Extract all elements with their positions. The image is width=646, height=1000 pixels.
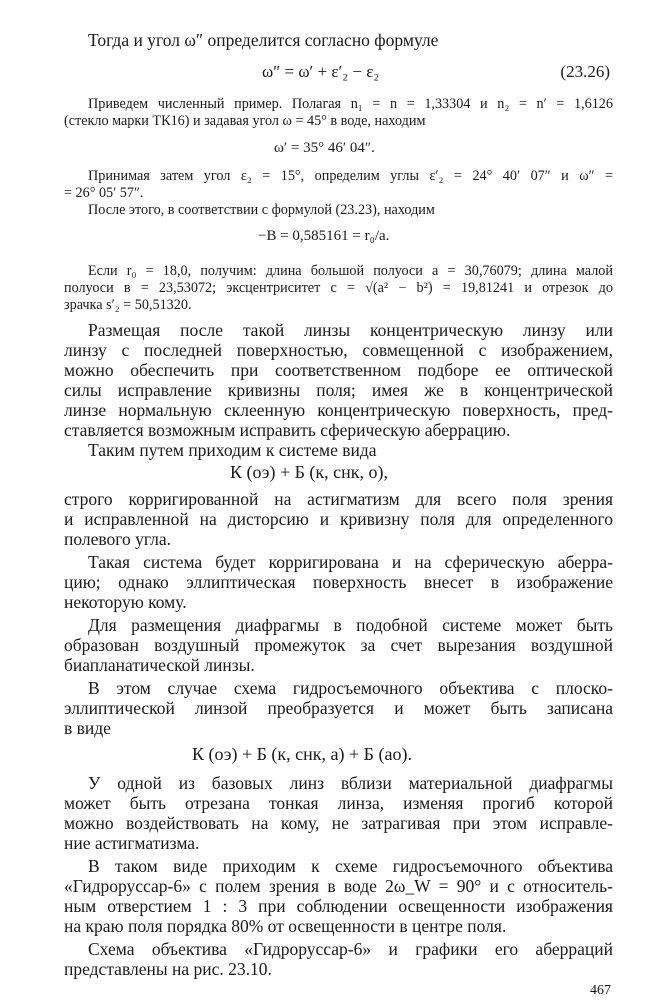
text-line: линзу с последней поверхностью, совмещенной с изображением, [64, 340, 613, 360]
equation-system-2: К (оэ) + Б (к, снк, а) + Б (ао). [192, 744, 412, 764]
text-line: «Гидроруссар-6» с полем зрения в воде 2ω_W = 90° и с относитель- [64, 876, 613, 896]
text-line: образован воздушный промежуток за счет вырезания воздушной [64, 635, 613, 655]
text-line: представлены на рис. 23.10. [64, 959, 272, 979]
text-line: можно воздействовать на кому, не затрагивая при этом исправле- [64, 813, 613, 833]
text-line: эллиптической линзой преобразуется и может быть записана [64, 698, 613, 718]
text-line: Схема объектива «Гидроруссар-6» и графики его аберраций [88, 939, 613, 959]
equation-system: К (оэ) + Б (к, снк, о), [230, 462, 389, 482]
text-line: В этом случае схема гидросъемочного объектива с плоско- [88, 678, 613, 698]
text-line: Принимая затем угол ε₂ = 15°, определим углы ε′₂ = 24° 40′ 07″ и ω″ = [88, 168, 613, 184]
text-line: на краю поля порядка 80% от освещенности в центре поля. [64, 916, 507, 936]
text-line: Приведем численный пример. Полагая n₁ = n = 1,33304 и n₂ = n′ = 1,6126 [88, 96, 613, 112]
text-line: линзе нормальную склеенную концентрическую поверхность, пред- [64, 400, 613, 420]
text-line: После этого, в соответствии с формулой (23.23), находим [88, 202, 435, 218]
text-line: полевого угла. [64, 529, 172, 549]
text-line: некоторую кому. [64, 592, 187, 612]
text-line: У одной из базовых линз вблизи материальной диафрагмы [88, 773, 613, 793]
text-line: В таком виде приходим к схеме гидросъемочного объектива [88, 856, 613, 876]
text-line: ние астигматизма. [64, 833, 200, 853]
text-line: Такая система будет корригирована и на сферическую аберра- [88, 552, 613, 572]
text-line: может быть отрезана тонкая линза, изменяя прогиб которой [64, 793, 613, 813]
equation-omega-prime: ω′ = 35° 46′ 04″. [274, 140, 375, 156]
text-line: (стекло марки ТК16) и задавая угол ω = 45° в воде, находим [64, 113, 426, 129]
text-line: полуоси в = 23,53072; эксцентриситет c = √(a² − b²) = 19,81241 и отрезок до [64, 280, 613, 296]
text-line: можно обеспечить при соответственном подборе ее оптической [64, 360, 613, 380]
text-line: Для размещения диафрагмы в подобной системе может быть [88, 615, 613, 635]
text-line: Тогда и угол ω″ определится согласно формуле [88, 30, 439, 50]
text-line: силы исправление кривизны поля; имея же в концентрической [64, 380, 613, 400]
text-line: = 26° 05′ 57″. [64, 185, 144, 201]
equation-number: (23.26) [560, 62, 610, 81]
text-line: строго корригированной на астигматизм для всего поля зрения [64, 489, 613, 509]
equation-23-26: ω″ = ω′ + ε′₂ − ε₂ [262, 62, 380, 81]
text-line: и исправленной на дисторсию и кривизну поля для определенного [64, 509, 613, 529]
equation-b: −B = 0,585161 = r₀/a. [258, 228, 390, 244]
text-line: ным отверстием 1 : 3 при соблюдении освещенности изображения [64, 896, 613, 916]
text-line: ставляется возможным исправить сферическую аберрацию. [64, 420, 511, 440]
text-line: Таким путем приходим к системе вида [88, 440, 377, 460]
text-line: Если r₀ = 18,0, получим: длина большой полуоси a = 30,76079; длина малой [88, 263, 613, 279]
text-line: Размещая после такой линзы концентрическую линзу или [88, 320, 613, 340]
page-number: 467 [590, 983, 611, 998]
text-line: биапланатической линзы. [64, 655, 255, 675]
text-line: цию; однако эллиптическая поверхность внесет в изображение [64, 572, 613, 592]
text-line: в виде [64, 718, 111, 738]
text-line: зрачка s′₂ = 50,51320. [64, 297, 192, 313]
